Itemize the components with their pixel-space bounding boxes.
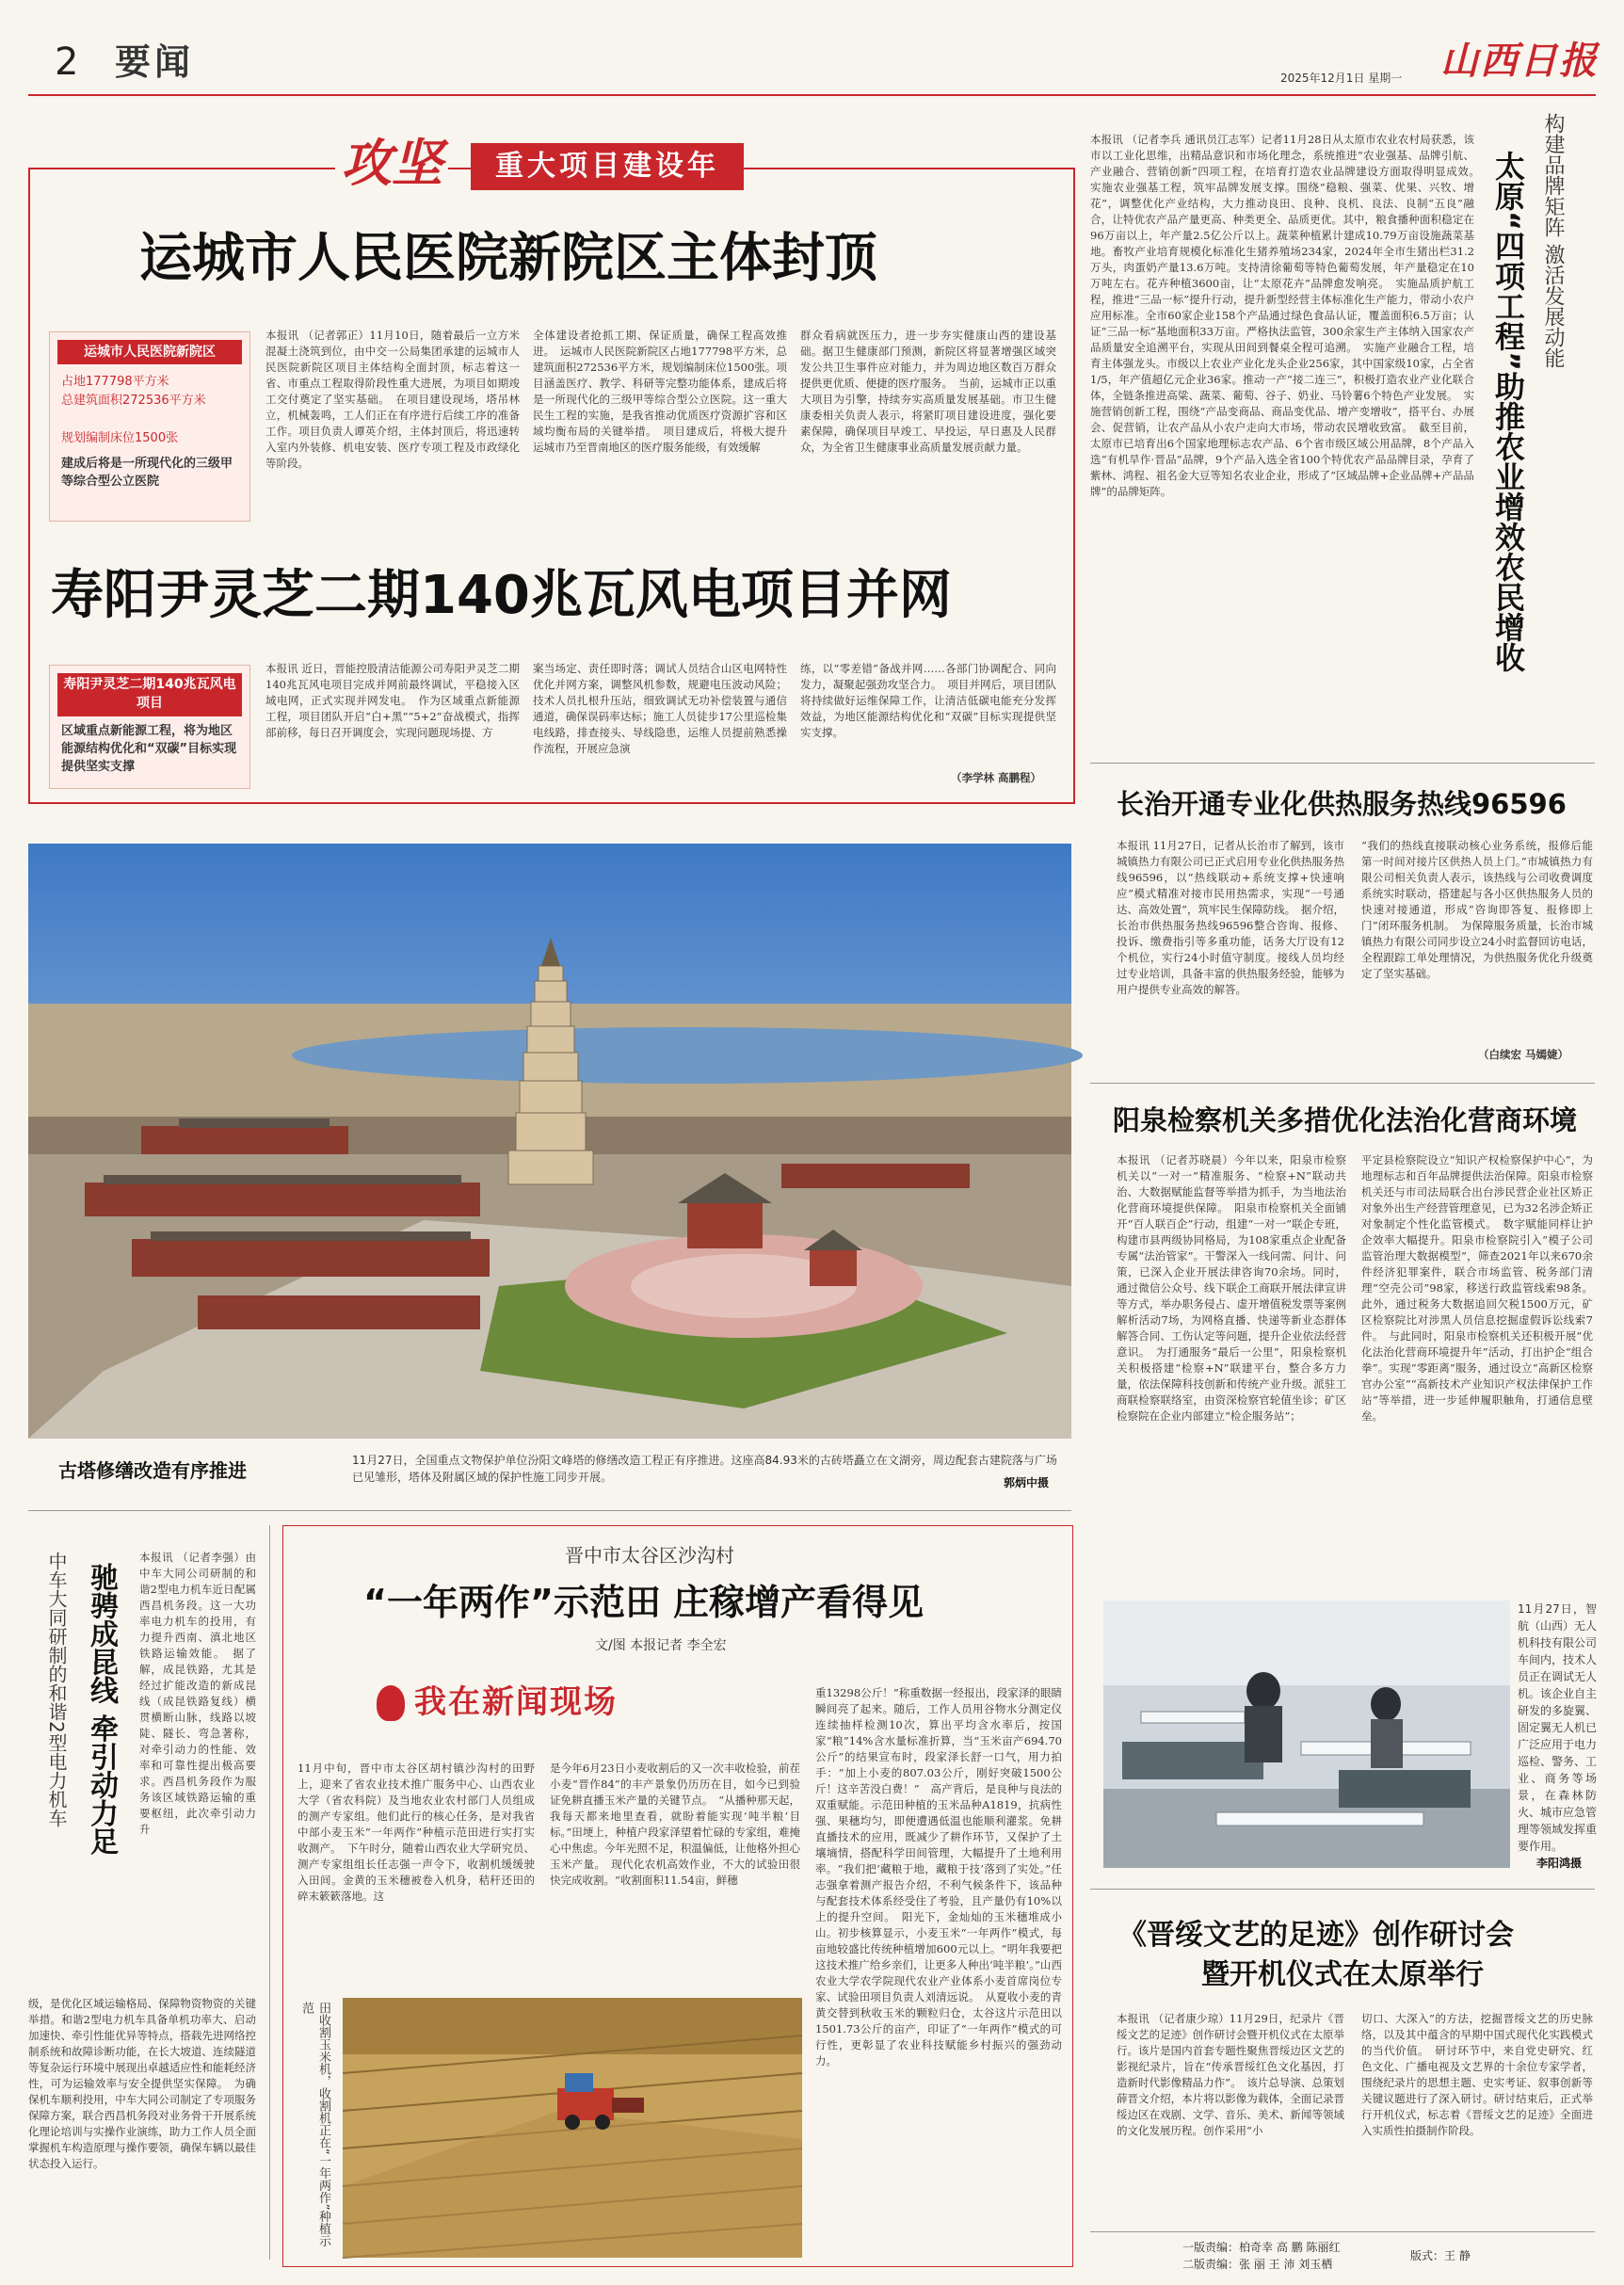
village-kicker: 晋中市太谷区沙沟村: [565, 1544, 734, 1567]
drone-photo-caption: 11月27日，智航（山西）无人机科技有限公司车间内，技术人员正在调试无人机。该企业自主研发的多旋翼、固定翼无人机已广泛应用于电力巡检、警务、工业、商务等场景，在森林防火、城市应急管理等领域发挥重要作用。: [1518, 1602, 1598, 1853]
issue-date: 2025年12月1日 星期一: [1280, 72, 1403, 85]
article2-col1: 本报讯 近日，晋能控股清洁能源公司寿阳尹灵芝二期140兆瓦风电项目完成并网前最终调试，平稳接入区域电网，正式实现并网发电。 作为区域重点新能源工程，项目团队开启“白+黑”“5+2”奋战模式，指挥部前移，每日召开调度会，实现问题现场提、方: [265, 662, 520, 739]
header-rule: [28, 94, 1596, 96]
yangquan-title: 阳泉检察机关多措优化法治化营商环境: [1113, 1104, 1578, 1136]
tower-photo-caption: 11月27日，全国重点文物保护单位汾阳文峰塔的修缮改造工程正有序推进。这座高84.93米的古砖塔矗立在文湖旁，周边配套古建院落与广场已见雏形，塔体及附属区域的保护性施工同步开展。: [352, 1454, 1057, 1484]
train-intro: 本报讯 （记者李强）由中车大同公司研制的和谐2型电力机车近日配属西昌机务段。这一大功率电力机车的投用，有力提升西南、滇北地区铁路运输效能。 据了解，成昆铁路，尤其是经过扩能改造的新成昆线（成昆铁路复线）横贯横断山脉，线路以坡陡、隧长、弯急著称，对牵引动力的性能、效率和可靠性提出极高要求。西昌机务段作为服务该区域铁路运输的重要枢纽，此次牵引动力升: [139, 1551, 256, 1836]
article2-title: 寿阳尹灵芝二期140兆瓦风电项目并网: [51, 565, 952, 626]
changzhi-col1: 本报讯 11月27日，记者从长治市了解到，该市城镇热力有限公司已正式启用专业化供热服务热线96596，以“热线联动+系统支撑+快速响应”模式精准对接市民用热需求，实现“一号通达、高效处置”，筑牢民生保障防线。 据介绍，长治市供热服务热线96596整合咨询、报修、投诉、缴费指引等多重功能，话务大厅设有12个机位，实行24小时值守制度。接线人员均经过专业培训，具备丰富的供热服务经验，能够为用户提供专业高效的解答。: [1117, 839, 1344, 996]
train-divider: [269, 1525, 270, 2260]
article2-sidebar-note: 区域重点新能源工程，将为地区能源结构优化和“双碳”目标实现提供坚实支撑: [61, 724, 237, 774]
article1-title: 运城市人民医院新院区主体封顶: [139, 228, 877, 289]
tower-photo-credit: 郭炳中摄: [1004, 1476, 1050, 1489]
article1-sidebar-item: 规划编制床位1500张: [61, 431, 179, 445]
train-vertical-sub: 中车大同研制的和谐2型电力机车: [45, 1552, 68, 1827]
article2-sidebar: [49, 665, 250, 789]
feature-badge: 攻坚: [335, 132, 448, 194]
yangquan-col2: 平定县检察院设立“知识产权检察保护中心”，为地理标志和百年品牌提供法治保障。阳泉市检察机关还与市司法局联合出台涉民营企业社区矫正对象外出生产经营管理意见，已为32名涉企矫正对象制定个性化监管模式。 数字赋能同样让护企效率大幅提升。阳泉市检察院引入“模子公司监管治理大数据模型”，筛查2021年以来670余件经济犯罪案件，联合市场监管、税务部门清理“空壳公司”98家，移送行政监管线索98条。此外，通过税务大数据追回欠税1500万元，矿区检察院比对涉黑人员信息挖掘虚假诉讼线索7件。 与此同时，阳泉市检察机关还积极开展“优化法治化营商环境提升年”活动，打出护企“组合拳”。实现“零距离”服务，通过设立“高新区检察官办公室”“高新技术产业知识产权法律保护工作站”等举措，进一步延伸履职触角，打通信息壁垒。: [1361, 1153, 1593, 1423]
train-vertical-title: 驰骋成昆线 牵引动力足: [85, 1563, 118, 1856]
jinsui-col2: 切口、大深入”的方法，挖掘晋绥文艺的历史脉络，以及其中蕴含的早期中国式现代化实践模式的当代价值。 研讨环节中，来自党史研究、红色文化、广播电视及文艺界的十余位专家学者，围绕纪录片的思想主题、史实考证、叙事创新等关键议题进行了深入研讨。研讨结束后，正式举行开机仪式，标志着《晋绥文艺的足迹》全面进入实质性拍摄制作阶段。: [1361, 2012, 1593, 2137]
drone-photo-credit: 李阳鸿摄: [1536, 1857, 1583, 1870]
footer-design: 版式：王 静: [1410, 2249, 1471, 2262]
drone-illustration: [1103, 1601, 1510, 1868]
train-body: 级，是优化区域运输格局、保障物资物资的关键举措。和谐2型电力机车具备单机功率大、启动加速快、牵引性能优异等特点，搭载先进网络控制系统和故障诊断功能，在长大坡道、连续隧道等复杂运行环境中展现出卓越适应性和能耗经济性，可为运输效率与安全提供坚实保障。 为确保机车顺利投用，中车大同公司制定了专项服务保障方案，联合西昌机务段对业务骨干开展系统化理论培训与实操作业演练，助力工作人员全面掌握机车构造原理与操作要领，确保车辆以最佳状态投入运行。: [28, 1997, 256, 2170]
feature-banner: 重大项目建设年: [471, 143, 744, 190]
tower-rule: [28, 1510, 1071, 1511]
village-badge: [377, 1678, 678, 1729]
footer-editors1: 一版责编：柏奇幸 高 鹏 陈丽红: [1182, 2241, 1341, 2254]
village-byline: 文/图 本报记者 李全宏: [595, 1638, 727, 1653]
drone-photo: [1103, 1601, 1510, 1868]
article2-col3: 练，以“零差错”备战并网……各部门协调配合、同向发力，凝聚起强劲攻坚合力。 项目并网后，项目团队将持续做好运维保障工作，让清洁低碳电能充分发挥效益，为地区能源结构优化和“双碳”目标实现提供坚实支撑。: [800, 662, 1056, 739]
changzhi-byline: （白续宏 马嫣婕）: [1478, 1048, 1569, 1061]
village-title: “一年两作”示范田 庄稼增产看得见: [363, 1582, 925, 1623]
village-badge-text: 我在新闻现场: [414, 1683, 618, 1721]
footer-editors2: 二版责编：张 丽 王 沛 刘玉栖: [1182, 2258, 1333, 2271]
tower-photo-title: 古塔修缮改造有序推进: [58, 1459, 247, 1482]
article1-col3: 群众看病就医压力，进一步夯实健康山西的建设基础。据卫生健康部门预测，新院区将显著增强区域突发公共卫生事件应对能力，并为周边地区数百万群众提供更优质、便捷的医疗服务。 当前，运城市正以重大项目为引擎，持续夯实高质量发展基础。市卫生健康委相关负责人表示，将紧盯项目建设进度，强化要素保障，确保项目早竣工、早投运，早日惠及人民群众，为全省卫生健康事业高质量发展贡献力量。: [800, 329, 1056, 454]
article1-sidebar-note: 建成后将是一所现代化的三级甲等综合型公立医院: [61, 457, 233, 489]
jinsui-title-line1: 《晋绥文艺的足迹》创作研讨会: [1118, 1919, 1514, 1952]
village-col1: 11月中旬，晋中市太谷区胡村镇沙沟村的田野上，迎来了省农业技术推广服务中心、山西农业大学（省农科院）及当地农业农村部门人员组成的测产专家组。他们此行的核心任务，是对我省中部小麦玉米“一年两作”种植示范田进行实打实收测产。 下午时分，随着山西农业大学研究员、测产专家组组长任志强一声令下，收割机缓缓驶入田间。金黄的玉米穗被卷入机身，秸秆还田的碎末簌簌落地。这: [297, 1762, 535, 1903]
article2-sidebar-title: 寿阳尹灵芝二期140兆瓦风电项目: [57, 673, 242, 716]
section-name: 要闻: [115, 41, 195, 83]
jinsui-title-line2: 暨开机仪式在太原举行: [1201, 1958, 1484, 1991]
taiyuan-vertical-sub: 构建品牌矩阵 激活发展动能: [1541, 113, 1565, 368]
footer-rule: [1090, 2231, 1595, 2232]
article1-col1: 本报讯 （记者郭正）11月10日，随着最后一立方米混凝土浇筑到位，由中交一公局集团承建的运城市人民医院新院区项目主体结构全面封顶，标志着这一省、市重点工程取得阶段性重大进展，为项目如期竣工交付奠定了坚实基础。 在项目建设现场，塔吊林立，机械轰鸣，工人们正在有序进行后续工序的准备工作。项目负责人谭英介绍，主体封顶后，将迅速转入室内外装修、机电安装、医疗专项工程及市政绿化等阶段。: [265, 329, 520, 470]
jinsui-col1: 本报讯 （记者康少琼）11月29日，纪录片《晋绥文艺的足迹》创作研讨会暨开机仪式在太原举行。该片是国内首套专题性聚焦晋绥边区文艺的影视纪录片，旨在“传承晋绥红色文化基因，打造新时代影像精品力作”。 该片总导演、总策划薛晋文介绍，本片将以影像为载体，全面记录晋绥边区在戏剧、文学、音乐、美术、新闻等领域的文化发展历程。创作采用“小: [1117, 2012, 1344, 2137]
taiyuan-body: 本报讯 （记者李兵 通讯员江志军）记者11月28日从太原市农业农村局获悉，该市以工业化思维，出精品意识和市场化理念，系统推进“农业强基、品牌引航、产业融合、营销创新”四项工程，在培育打造农业品牌建设方面取得明显成效。 实施农业强基工程，筑牢品牌发展支撑。围绕“稳粮、强菜、优果、兴牧、增花”，调整优化产业结构，大力推动良田、良种、良机、良法、良制“五良”融合，让特优农产品产量更高、种类更全、品质更优。其中，粮食播种面积稳定在96万亩以上，年产量2.5亿公斤以上。蔬菜种植累计建成10.79万亩设施蔬菜基地。畜牧产业培育规模化标准化生猪养殖场234家，2024年全市生猪出栏31.2万头，肉蛋奶产量13.6万吨。支持清徐葡萄等特色葡萄发展，年产量稳定在10万吨左右。花卉种植3600亩，让“太原花卉”品牌愈发响亮。 实施品质护航工程，推进“三品一标”提升行动，提升新型经营主体标准化生产能力，带动小农户应用标准。全市60家企业158个产品通过绿色食品认证，覆盖面积6.5万亩；认证“三品一标”基地面积33万亩。严格执法监管，300余家生产主体纳入国家农产品质量安全追溯平台，实现从田间到餐桌全程可追溯。 实施产业融合工程，培育主体强龙头。市级以上农业产业化龙头企业256家，其中国家级10家，占全省1/5，年产值超亿元企业36家。推动一产“接二连三”，积极打造农业产业化联合体，全链条推进高粱、蔬菜、葡萄、谷子、奶业、马铃薯6个特色产业发展。 实施营销创新工程，围绕“产品变商品、商品变优品、增产变增收”，搭平台、办展会、促营销，让农产品从小农户走向大市场，带动农民增收致富。 截至目前，太原市已培育出6个国家地理标志农产品、6个省市级区域公用品牌，8个产品入选“有机旱作·晋品”品牌，9个产品入选全省100个特优农产品品牌目录，孕育了紫林、鸿程、祖名金大豆等知名农业企业，形成了“区域品牌+企业品牌+产品品牌”的品牌矩阵。: [1090, 133, 1486, 498]
taiyuan-vertical-title: 太原“四项工程”助推农业增效农民增收: [1490, 151, 1526, 673]
right-top-rule: [1090, 763, 1595, 764]
article1-sidebar-item: 占地177798平方米: [61, 375, 169, 389]
masthead-logo: 山西日报: [1440, 39, 1599, 83]
changzhi-rule: [1090, 1083, 1595, 1084]
article1-sidebar-item: 总建筑面积272536平方米: [61, 394, 206, 408]
tower-photo: [28, 844, 1071, 1439]
changzhi-title: 长治开通专业化供热服务热线96596: [1117, 788, 1567, 820]
village-badge-flame-icon: [377, 1685, 405, 1721]
village-photo-caption: 田收割玉米机，收割机正在“一年两作”种植示范: [299, 2002, 330, 2247]
village-col2: 是今年6月23日小麦收割后的又一次丰收检验，前茬小麦“晋作84”的丰产景象仍历历在目，如今已到验证免耕直播玉米产量的关键节点。 “从播种那天起，我每天都来地里查看，就盼着能实现‘吨半粮’目标。”田埂上，种植户段家泽望着忙碌的专家组，难掩心中焦虑。今年光照不足，积温偏低，让他格外担心玉米产量。 现代化农机高效作业，不大的试验田很快完成收割。“收割面积11.54亩，鲜穗: [550, 1762, 800, 1887]
article2-col2: 案当场定、责任即时落；调试人员结合山区电网特性优化并网方案，调整风机参数，规避电压波动风险；技术人员扎根升压站，细致调试无功补偿装置与通信通道，确保误码率达标；施工人员徒步17公里巡检集电线路，排查接头、导线隐患，运维人员提前熟悉操作流程，开展应急演: [533, 662, 787, 755]
changzhi-col2: “我们的热线直接联动核心业务系统，报修后能第一时间对接片区供热人员上门。”市城镇热力有限公司相关负责人表示，该热线与公司收费调度系统实时联动，搭建起与各小区供热服务人员的快速对接通道，形成“咨询即答复、报修即上门”闭环服务机制。 为保障服务质量，长治市城镇热力有限公司同步设立24小时监督回访电话，全程跟踪工单处理情况，为供热服务优化升级奠定了坚实基础。: [1361, 839, 1593, 980]
page-number: 2: [55, 40, 79, 84]
drone-rule: [1090, 1889, 1595, 1890]
harvest-illustration: [343, 1998, 802, 2258]
village-photo: [343, 1998, 802, 2258]
tower-illustration: [28, 844, 1071, 1439]
article1-sidebar: [49, 331, 250, 522]
article2-byline: （李学林 高鹏程）: [951, 771, 1042, 784]
village-col3: 重13298公斤！”称重数据一经报出，段家泽的眼睛瞬间亮了起来。随后，工作人员用谷物水分测定仪连续抽样检测10次，算出平均含水率后，按国家“粮”14%含水量标准折算，当“玉米亩产694.70公斤”的结果宣布时，段家泽长舒一口气，用力拍手：“加上小麦的807.03公斤，刚好突破1500公斤！这辛苦没白费！” 高产背后，是良种与良法的双重赋能。示范田种植的玉米品种A1819，抗病性强、果穗均匀，即便遭遇低温也能顺利灌浆。免耕直播技术的应用，既减少了耕作环节，又保护了土壤墒情，搭配科学田间管理，大幅提升了土地利用率。“我们把‘藏粮于地，藏粮于技’落到了实处。”任志强拿着测产报告介绍，不利气候条件下，该品种与配套技术体系经受住了考验，且产量仍有10%以上的提升空间。 阳光下，金灿灿的玉米穗堆成小山。初步核算显示，小麦玉米“一年两作”模式，每亩地较盛比传统种植增加600元以上。“明年我要把这技术推广给乡亲们，让更多人种出‘吨半粮’。”山西农业大学农学院现代农业产业体系小麦首席岗位专家、试验田项目负责人刘清远说。 从夏收小麦的青黄交替到秋收玉米的颗粒归仓，太谷这片示范田以1501.73公斤的亩产，印证了“一年两作”模式的可行性，更彰显了农业科技赋能乡村振兴的强劲动力。: [815, 1686, 1062, 2068]
article1-sidebar-title: 运城市人民医院新院区: [57, 340, 242, 364]
yangquan-col1: 本报讯 （记者苏晓晨）今年以来，阳泉市检察机关以“一对一”精准服务、“检察+N”联动共治、大数据赋能监督等举措为抓手，为当地法治化营商环境提供保障。 阳泉市检察机关全面铺开“百人联百企”行动，组建“一对一”联企专班，构建市县两级协同格局，为108家重点企业配备专属“法治管家”。干警深入一线问需、问计、问策，已深入企业开展法律咨询70余场。同时，通过微信公众号、线下联企工商联开展法律宣讲等方式，举办职务侵占、虚开增值税发票等案例解析活动7场，为网格直播、快递等新业态群体解答合同、工伤认定等问题，提升企业依法经营意识。 为打通服务“最后一公里”，阳泉检察机关积极搭建“检察+N”联建平台，整合多方力量，依法保障科技创新和传统产业升级。派驻工商联检察联络室，由资深检察官轮值坐诊；矿区检察院在企业内部建立“检企服务站”；: [1117, 1153, 1346, 1423]
article1-col2: 全体建设者抢抓工期、保证质量，确保工程高效推进。 运城市人民医院新院区占地177798平方米，总建筑面积272536平方米，规划编制床位1500张。项目涵盖医疗、教学、科研等完整功能体系，建成后将是一所现代化的三级甲等综合型公立医院。这一重大民生工程的实施，是我省推动优质医疗资源扩容和区域均衡布局的关键举措。 项目建成后，将极大提升运城市乃至晋南地区的医疗服务能级，有效缓解: [533, 329, 787, 454]
